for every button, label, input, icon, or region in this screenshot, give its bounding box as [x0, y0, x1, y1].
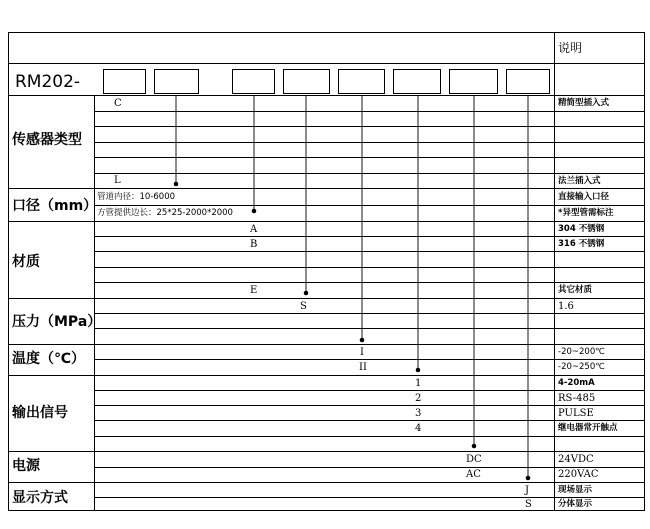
option-description: RS-485: [558, 393, 596, 404]
code-box-power: [449, 69, 498, 94]
option-description: 直接输入口径: [558, 192, 610, 202]
option-code: II: [359, 362, 367, 373]
description-column-header: 说明: [558, 41, 583, 55]
code-box-diameter: [154, 69, 199, 94]
option-description: 其它材质: [558, 285, 593, 295]
diameter-note: 管道内径：10-6000: [97, 192, 176, 202]
option-code: E: [250, 285, 258, 296]
option-code: C: [114, 98, 122, 109]
option-description: 精简型插入式: [558, 98, 610, 108]
option-code: L: [114, 175, 121, 186]
option-code: S: [300, 301, 307, 312]
option-description: *异型管需标注: [558, 208, 614, 218]
option-description: -20~200℃: [558, 347, 605, 357]
option-code: I: [360, 347, 364, 358]
code-box-material: [232, 69, 275, 94]
option-code: 2: [415, 393, 422, 404]
option-code: B: [250, 239, 258, 250]
code-box-display: [506, 69, 550, 94]
option-description: 现场显示: [558, 485, 593, 495]
option-description: 继电器常开触点: [558, 423, 618, 433]
option-description: 220VAC: [558, 469, 599, 480]
option-code: 3: [415, 408, 422, 419]
code-box-output: [393, 69, 441, 94]
option-description: 分体显示: [558, 499, 593, 509]
category-output: 输出信号: [12, 405, 68, 421]
option-description: 法兰插入式: [558, 176, 601, 186]
code-box-sensor-type: [103, 69, 146, 94]
option-description: 1.6: [558, 301, 574, 312]
option-code: 4: [415, 423, 422, 434]
code-box-pressure: [283, 69, 330, 94]
option-description: 24VDC: [558, 454, 594, 465]
option-code: 1: [415, 378, 422, 389]
option-code: DC: [466, 454, 482, 465]
category-pressure: 压力（MPa）: [12, 314, 102, 330]
option-description: 304 不锈钢: [558, 224, 605, 234]
model-number: RM202-: [15, 72, 81, 92]
code-box-temperature: [338, 69, 385, 94]
category-temperature: 温度（℃）: [12, 351, 85, 367]
option-description: -20~250℃: [558, 362, 605, 372]
option-code: J: [525, 485, 530, 496]
option-description: PULSE: [558, 408, 594, 419]
category-diameter: 口径（mm）: [12, 198, 98, 214]
category-sensor-type: 传感器类型: [12, 132, 82, 148]
option-description: 4-20mA: [558, 378, 595, 388]
diameter-note: 方管提供边长：25*25-2000*2000: [97, 208, 233, 218]
option-code: AC: [466, 469, 481, 480]
option-code: A: [250, 224, 258, 235]
option-code: S: [525, 499, 532, 510]
category-display: 显示方式: [12, 490, 68, 506]
category-material: 材质: [12, 254, 40, 270]
category-power: 电源: [12, 458, 40, 474]
option-description: 316 不锈钢: [558, 239, 605, 249]
